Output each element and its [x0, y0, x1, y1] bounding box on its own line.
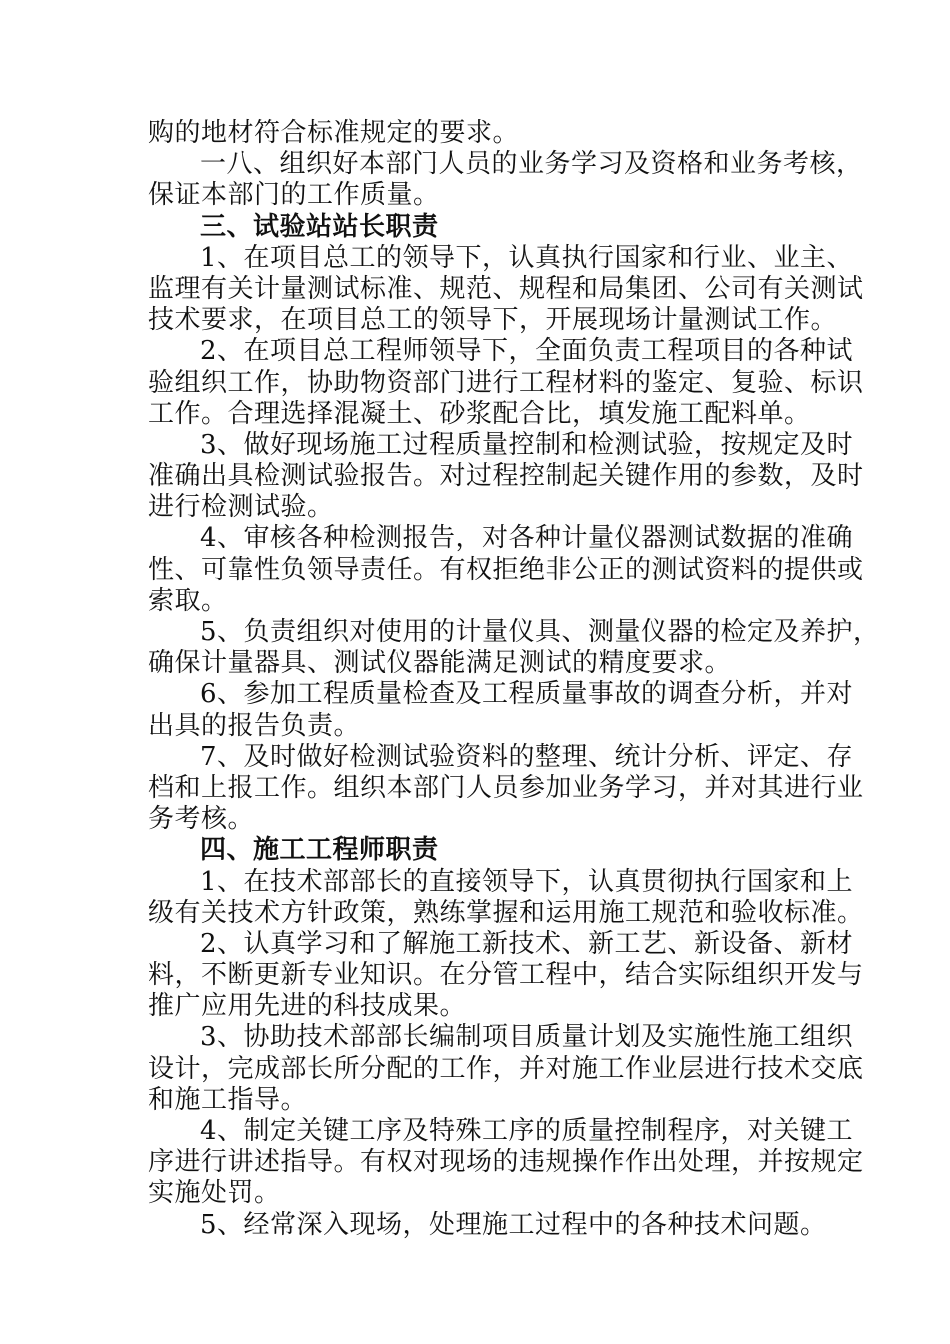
text-line: 设计，完成部长所分配的工作，并对施工作业层进行技术交底: [148, 1053, 864, 1084]
document-body: [148, 118, 880, 1241]
section-heading: 四、施工工程师职责: [200, 835, 439, 866]
text-line: 确保计量器具、测试仪器能满足测试的精度要求。: [148, 648, 732, 679]
text-line: 和施工指导。: [148, 1084, 308, 1115]
text-line: 推广应用先进的科技成果。: [148, 991, 467, 1022]
text-line: 1、在技术部部长的直接领导下，认真贯彻执行国家和上: [200, 866, 854, 897]
text-line: 保证本部门的工作质量。: [148, 180, 440, 211]
text-line: 监理有关计量测试标准、规范、规程和局集团、公司有关测试: [148, 273, 864, 304]
text-line: 级有关技术方针政策，熟练掌握和运用施工规范和验收标准。: [148, 897, 864, 928]
text-line: 档和上报工作。组织本部门人员参加业务学习，并对其进行业: [148, 772, 864, 803]
text-line: 性、可靠性负领导责任。有权拒绝非公正的测试资料的提供或: [148, 554, 864, 585]
text-line: 6、参加工程质量检查及工程质量事故的调查分析，并对: [200, 679, 854, 710]
text-line: 验组织工作，协助物资部门进行工程材料的鉴定、复验、标识: [148, 367, 864, 398]
text-line: 5、经常深入现场，处理施工过程中的各种技术问题。: [200, 1209, 827, 1240]
text-line: 务考核。: [148, 804, 255, 835]
text-line: 实施处罚。: [148, 1178, 281, 1209]
text-line: 购的地材符合标准规定的要求。: [148, 118, 520, 148]
text-line: 4、制定关键工序及特殊工序的质量控制程序，对关键工: [200, 1116, 854, 1146]
text-line: 准确出具检测试验报告。对过程控制起关键作用的参数，及时: [148, 461, 864, 492]
text-line: 序进行讲述指导。有权对现场的违规操作作出处理，并按规定: [148, 1147, 864, 1178]
text-line: 技术要求，在项目总工的领导下，开展现场计量测试工作。: [148, 305, 838, 336]
text-line: 料，不断更新专业知识。在分管工程中，结合实际组织开发与: [148, 960, 864, 991]
text-line: 4、审核各种检测报告，对各种计量仪器测试数据的准确: [200, 523, 854, 554]
text-line: 3、协助技术部部长编制项目质量计划及实施性施工组织: [200, 1022, 854, 1053]
text-line: 工作。合理选择混凝土、砂浆配合比，填发施工配料单。: [148, 398, 811, 429]
text-line: 进行检测试验。: [148, 492, 334, 523]
text-line: 1、在项目总工的领导下，认真执行国家和行业、业主、: [200, 242, 854, 273]
text-line: 5、负责组织对使用的计量仪具、测量仪器的检定及养护，: [200, 617, 880, 647]
text-line: 2、在项目总工程师领导下，全面负责工程项目的各种试: [200, 336, 854, 367]
text-line: 索取。: [148, 585, 228, 616]
text-line: 2、认真学习和了解施工新技术、新工艺、新设备、新材: [200, 928, 854, 959]
section-heading: 三、试验站站长职责: [200, 211, 439, 242]
text-line: 7、及时做好检测试验资料的整理、统计分析、评定、存: [200, 741, 854, 772]
text-line: 3、做好现场施工过程质量控制和检测试验，按规定及时: [200, 429, 854, 460]
text-line: 出具的报告负责。: [148, 710, 361, 741]
text-line: 一八、组织好本部门人员的业务学习及资格和业务考核，: [200, 149, 863, 180]
